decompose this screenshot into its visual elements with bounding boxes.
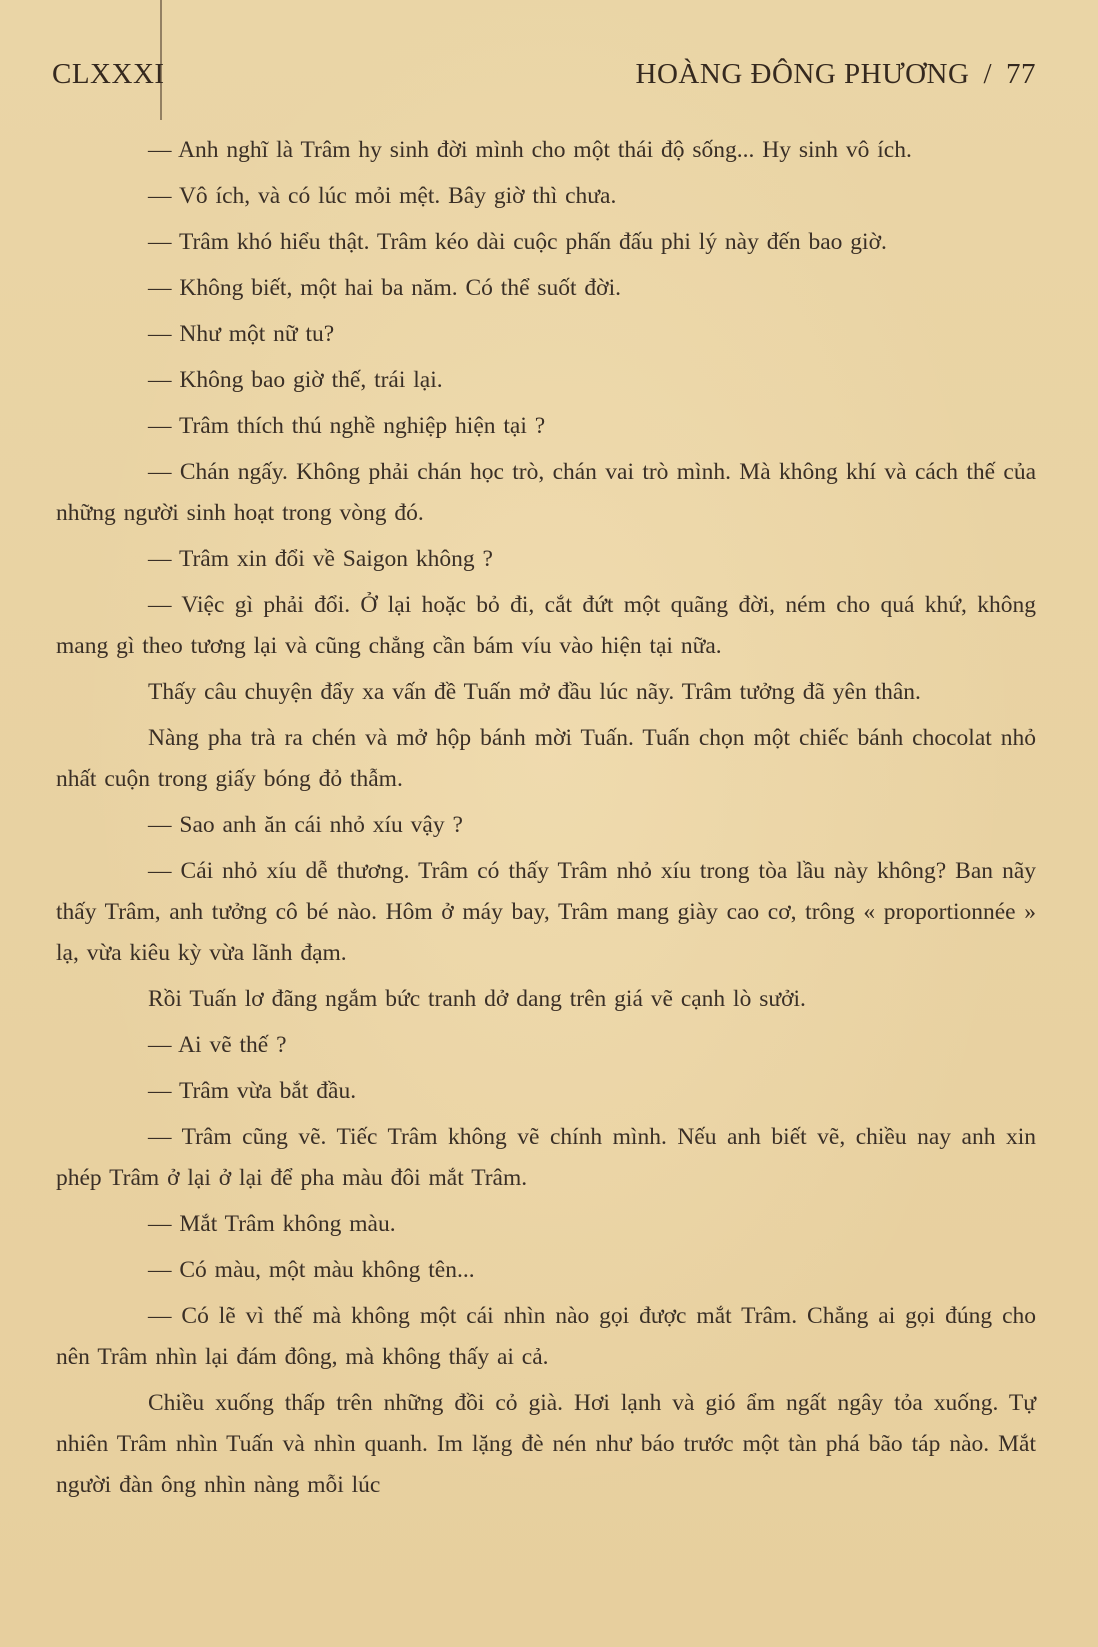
paragraph: — Trâm xin đổi về Saigon không ?	[148, 546, 493, 572]
paragraph: — Vô ích, và có lúc mỏi mệt. Bây giờ thì chưa.	[148, 183, 617, 209]
paragraph: — Mắt Trâm không màu.	[148, 1211, 396, 1237]
author-name: HOÀNG ĐÔNG PHƯƠNG	[635, 58, 970, 90]
paragraph: — Trâm khó hiểu thật. Trâm kéo dài cuộc phấn đấu phi lý này đến bao giờ.	[148, 229, 887, 255]
paragraph: — Có màu, một màu không tên...	[148, 1257, 475, 1283]
paragraph: — Trâm cũng vẽ. Tiếc Trâm không vẽ chính mình. Nếu anh biết vẽ, chiều nay anh xin phép Trâm ở lại ở lại để pha màu đôi mắt Trâm.	[56, 1124, 1036, 1191]
paragraph: — Ai vẽ thế ?	[148, 1032, 287, 1058]
paragraph: — Cái nhỏ xíu dễ thương. Trâm có thấy Trâm nhỏ xíu trong tòa lầu này không? Ban nãy thấy Trâm, anh tưởng cô bé nào. Hôm ở máy bay, Trâm mang giày cao cơ, trông « proportionnée » lạ, vừa kiêu kỳ vừa lãnh đạm.	[56, 858, 1036, 966]
paragraph: Chiều xuống thấp trên những đồi cỏ già. Hơi lạnh và gió ẩm ngất ngây tỏa xuống. Tự nhiên Trâm nhìn Tuấn và nhìn quanh. Im lặng đè nén như báo trước một tàn phá bão táp nào. Mắt người đàn ông nhìn nàng mỗi lúc	[56, 1390, 1036, 1498]
page-header	[52, 58, 1036, 98]
paragraph: Nàng pha trà ra chén và mở hộp bánh mời Tuấn. Tuấn chọn một chiếc bánh chocolat nhỏ nhất cuộn trong giấy bóng đỏ thẫm.	[56, 725, 1036, 792]
paragraph: — Như một nữ tu?	[148, 321, 335, 347]
paragraph: Thấy câu chuyện đẩy xa vấn đề Tuấn mở đầu lúc nãy. Trâm tưởng đã yên thân.	[148, 679, 921, 705]
paragraph: Rồi Tuấn lơ đãng ngắm bức tranh dở dang trên giá vẽ cạnh lò sưởi.	[148, 986, 806, 1012]
paragraph: — Không bao giờ thế, trái lại.	[148, 367, 443, 393]
paragraph: — Anh nghĩ là Trâm hy sinh đời mình cho một thái độ sống... Hy sinh vô ích.	[148, 137, 912, 163]
paragraph: — Chán ngấy. Không phải chán học trò, chán vai trò mình. Mà không khí và cách thế của những người sinh hoạt trong vòng đó.	[56, 459, 1036, 526]
paragraph: — Trâm thích thú nghề nghiệp hiện tại ?	[148, 413, 546, 439]
running-head	[636, 58, 1036, 91]
paragraph: — Không biết, một hai ba năm. Có thể suốt đời.	[148, 275, 622, 301]
header-separator: /	[983, 58, 992, 90]
paragraph: — Việc gì phải đổi. Ở lại hoặc bỏ đi, cắt đứt một quãng đời, ném cho quá khứ, không mang gì theo tương lại và cũng chẳng cần bám víu vào hiện tại nữa.	[56, 592, 1036, 659]
paragraph: — Có lẽ vì thế mà không một cái nhìn nào gọi được mắt Trâm. Chẳng ai gọi đúng cho nên Trâm nhìn lại đám đông, mà không thấy ai cả.	[56, 1303, 1036, 1370]
paragraph: — Sao anh ăn cái nhỏ xíu vậy ?	[148, 812, 463, 838]
paragraph: — Trâm vừa bắt đầu.	[148, 1078, 357, 1104]
chapter-number: CLXXXI	[52, 58, 165, 90]
page-body	[56, 130, 1036, 1511]
page-number: 77	[1006, 58, 1036, 90]
